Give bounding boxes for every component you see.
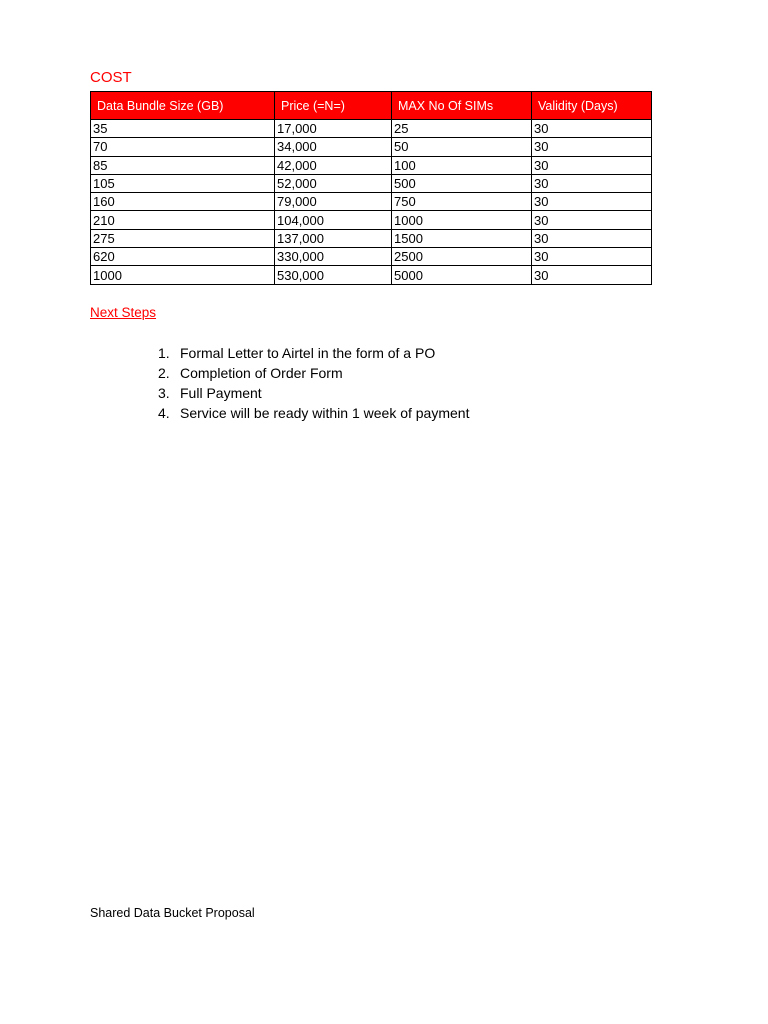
- cell-price: 104,000: [275, 211, 392, 229]
- cell-validity: 30: [532, 138, 652, 156]
- cell-price: 79,000: [275, 193, 392, 211]
- cell-validity: 30: [532, 211, 652, 229]
- cell-bundle-size: 85: [91, 156, 275, 174]
- step-number: 2.: [158, 365, 170, 381]
- cell-bundle-size: 275: [91, 229, 275, 247]
- table-row: [91, 211, 652, 229]
- cell-price: 42,000: [275, 156, 392, 174]
- header-validity: Validity (Days): [532, 92, 652, 120]
- table-row: [91, 193, 652, 211]
- step-number: 1.: [158, 345, 170, 361]
- cell-validity: 30: [532, 193, 652, 211]
- cell-price: 530,000: [275, 266, 392, 284]
- table-row: [91, 174, 652, 192]
- step-text: Formal Letter to Airtel in the form of a PO: [180, 345, 436, 361]
- cell-price: 330,000: [275, 248, 392, 266]
- table-row: [91, 156, 652, 174]
- cell-price: 52,000: [275, 174, 392, 192]
- table-row: [91, 138, 652, 156]
- table-header-row: [91, 92, 652, 120]
- cell-bundle-size: 35: [91, 120, 275, 138]
- step-number: 4.: [158, 405, 170, 421]
- cell-max-sims: 50: [392, 138, 532, 156]
- cell-max-sims: 5000: [392, 266, 532, 284]
- cell-max-sims: 2500: [392, 248, 532, 266]
- table-row: [91, 266, 652, 284]
- list-item: [158, 363, 469, 383]
- step-number: 3.: [158, 385, 170, 401]
- cell-validity: 30: [532, 156, 652, 174]
- step-text: Completion of Order Form: [180, 365, 343, 381]
- step-text: Full Payment: [180, 385, 262, 401]
- table-row: [91, 229, 652, 247]
- cell-max-sims: 25: [392, 120, 532, 138]
- table-row: [91, 248, 652, 266]
- cell-price: 17,000: [275, 120, 392, 138]
- next-steps-list: [158, 343, 469, 423]
- cell-validity: 30: [532, 248, 652, 266]
- cell-bundle-size: 70: [91, 138, 275, 156]
- header-price: Price (=N=): [275, 92, 392, 120]
- cost-heading: COST: [90, 69, 132, 86]
- cell-bundle-size: 160: [91, 193, 275, 211]
- list-item: [158, 383, 469, 403]
- table-row: [91, 120, 652, 138]
- cell-max-sims: 100: [392, 156, 532, 174]
- cell-validity: 30: [532, 174, 652, 192]
- header-data-bundle-size: Data Bundle Size (GB): [91, 92, 275, 120]
- page-footer: Shared Data Bucket Proposal: [90, 906, 255, 920]
- cell-max-sims: 500: [392, 174, 532, 192]
- cell-validity: 30: [532, 266, 652, 284]
- cell-bundle-size: 105: [91, 174, 275, 192]
- cell-max-sims: 1000: [392, 211, 532, 229]
- cell-validity: 30: [532, 229, 652, 247]
- cell-validity: 30: [532, 120, 652, 138]
- cost-table: [90, 91, 652, 285]
- cell-bundle-size: 210: [91, 211, 275, 229]
- cell-max-sims: 750: [392, 193, 532, 211]
- cell-bundle-size: 1000: [91, 266, 275, 284]
- list-item: [158, 403, 469, 423]
- cell-price: 34,000: [275, 138, 392, 156]
- header-max-sims: MAX No Of SIMs: [392, 92, 532, 120]
- cell-max-sims: 1500: [392, 229, 532, 247]
- cell-price: 137,000: [275, 229, 392, 247]
- cell-bundle-size: 620: [91, 248, 275, 266]
- list-item: [158, 343, 469, 363]
- next-steps-heading: Next Steps: [90, 305, 157, 320]
- step-text: Service will be ready within 1 week of payment: [180, 405, 470, 421]
